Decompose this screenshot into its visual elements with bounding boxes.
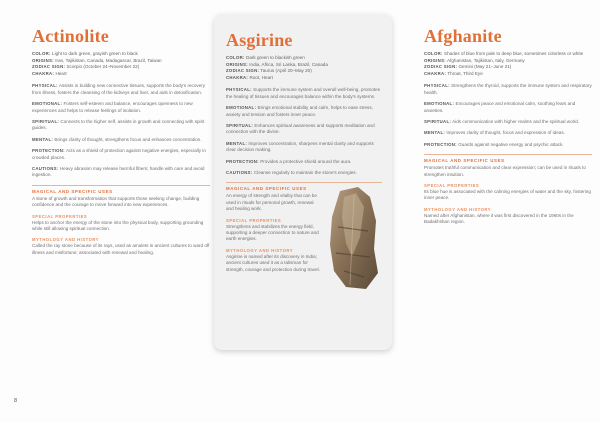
body-paragraph: MENTAL: Brings clarity of thought, strengthens focus and enhances concentration.	[32, 136, 202, 142]
fact-row: ZODIAC SIGN: Taurus (April 20–May 20)	[226, 68, 312, 74]
facts-block	[226, 55, 382, 81]
section-text: Strengthens and stabilizes the energy field, supporting a deeper connection to nature and earth energies.	[226, 223, 319, 242]
fact-row: ORIGINS: India, Africa, Sri Lanka, Brazil, Canada	[226, 61, 328, 67]
body-paragraph: CAUTIONS: Cleanse regularly to maintain the stone's energies.	[226, 170, 357, 176]
section-divider	[424, 154, 592, 155]
body-paragraph: EMOTIONAL: Fosters self-esteem and balance, encourages openness to new experiences and helps to release feelings of isolation.	[32, 101, 193, 113]
card-asgirine	[214, 14, 392, 350]
body-paragraph: PROTECTION: Provides a protective shield around the aura.	[226, 158, 352, 164]
body-paragraph: EMOTIONAL: Brings emotional stability and calm, helps to ease stress, anxiety and tension and fosters inner peace.	[226, 105, 373, 117]
body-paragraph: MENTAL: Improves concentration, sharpens mental clarity and supports clear decision making.	[226, 140, 374, 153]
fact-row: ZODIAC SIGN: Gemini (May 21–June 21)	[424, 64, 512, 70]
body-paragraph: PROTECTION: Acts as a shield of protection against negative energies, especially in crowded places.	[32, 148, 206, 160]
stone-title: Actinolite	[32, 26, 109, 46]
section-divider	[226, 182, 382, 183]
body-paragraph: PHYSICAL: Assists in building new connective tissues, supports the body's recovery from illness, fosters the cleansing of the kidneys and liver, and aids in detoxification.	[32, 83, 206, 95]
facts-block	[32, 51, 210, 77]
stone-section-text	[226, 193, 320, 291]
fact-row: CHAKRA: Heart	[32, 70, 67, 76]
section-text: An energy of strength and vitality that can be used in rituals for personal growth, renewal and healing work.	[226, 193, 317, 212]
subsection-heading: MYTHOLOGY AND HISTORY	[32, 237, 100, 243]
section-heading: MAGICAL AND SPECIFIC USES	[32, 188, 113, 194]
subsection-heading: MYTHOLOGY AND HISTORY	[424, 206, 492, 212]
section-text: Asgirine is named after its discovery in India; ancient cultures used it as a talisman for strength, courage and protection during travel.	[226, 253, 320, 272]
column-afghanite	[424, 26, 592, 231]
fact-row: COLOR: Shades of blue from pale to deep blue, sometimes colorless or white	[424, 51, 584, 56]
subsection-heading: SPECIAL PROPERTIES	[226, 217, 282, 223]
stone-title: Afghanite	[424, 26, 502, 46]
section-text: Promotes truthful communication and clear expression; can be used in rituals to strengthen intuition.	[424, 165, 586, 177]
column-actinolite	[32, 26, 210, 261]
fact-row: ZODIAC SIGN: Scorpio (October 24–November 22)	[32, 64, 140, 70]
section-text: Its blue hue is associated with the calming energies of water and the sky, fostering inner peace.	[424, 189, 591, 201]
subsection-heading: SPECIAL PROPERTIES	[32, 213, 88, 219]
body-paragraph: CAUTIONS: Heavy abrasion may release harmful fibers; handle with care and avoid ingestion.	[32, 166, 205, 178]
body-paragraph: MENTAL: Improves clarity of thought, focus and expression of ideas.	[424, 130, 565, 136]
fact-row: ORIGINS: Afghanistan, Tajikistan, Italy, Germany	[424, 57, 525, 63]
section-heading: MAGICAL AND SPECIFIC USES	[226, 186, 307, 192]
section-text: Helps to anchor the energy of the stone into the physical body, supporting grounding while still allowing spiritual connection.	[32, 219, 204, 232]
page-number: 8	[14, 398, 18, 404]
fact-row: ORIGINS: Iran, Tajikistan, Canada, Madagascar, Brazil, Taiwan	[32, 57, 162, 63]
section-text: Named after Afghanistan, where it was first discovered in the 1960s in the Badakhshan region.	[424, 212, 574, 225]
body-paragraph: PROTECTION: Guards against negative energy and psychic attack.	[424, 141, 564, 147]
facts-block	[424, 51, 592, 77]
fact-row: COLOR: Dark green to blackish green	[226, 55, 305, 60]
body-paragraph: SPIRITUAL: Aids communication with higher realms and the spiritual world.	[424, 119, 580, 124]
body-paragraph: SPIRITUAL: Enhances spiritual awareness and supports meditation and connection with the divine.	[226, 123, 375, 135]
section-divider	[32, 185, 210, 186]
body-paragraph: PHYSICAL: Strengthens the thyroid, supports the immune system and respiratory health.	[424, 83, 592, 95]
subsection-heading: SPECIAL PROPERTIES	[424, 183, 480, 189]
body-paragraph: EMOTIONAL: Encourages peace and emotional calm, soothing fears and anxieties.	[424, 101, 576, 113]
section-text: Called the ray stone because of its rays, used as amulets in ancient cultures to ward off illness and misfortune; associated with renewal and healing.	[32, 243, 210, 255]
fact-row: CHAKRA: Root, Heart	[226, 74, 273, 80]
fact-row: COLOR: Light to dark green, grayish green to black	[32, 51, 138, 56]
section-heading: MAGICAL AND SPECIFIC USES	[424, 158, 505, 164]
body-paragraph: SPIRITUAL: Connects to the higher self, assists in growth and connecting with spirit guides.	[32, 119, 205, 131]
body-paragraph: PHYSICAL: Supports the immune system and overall well-being, promotes the healing of tissues and encourages balance within the body's systems.	[226, 87, 381, 99]
fact-row: CHAKRA: Throat, Third Eye	[424, 70, 483, 76]
stone-title: Asgirine	[226, 30, 293, 50]
subsection-heading: MYTHOLOGY AND HISTORY	[226, 247, 294, 253]
asgirine-stone-image	[324, 187, 382, 291]
section-text: A stone of growth and transformation that supports those seeking change, building confidence and the courage to move forward into new experiences.	[32, 195, 200, 208]
stone-section	[226, 193, 382, 291]
